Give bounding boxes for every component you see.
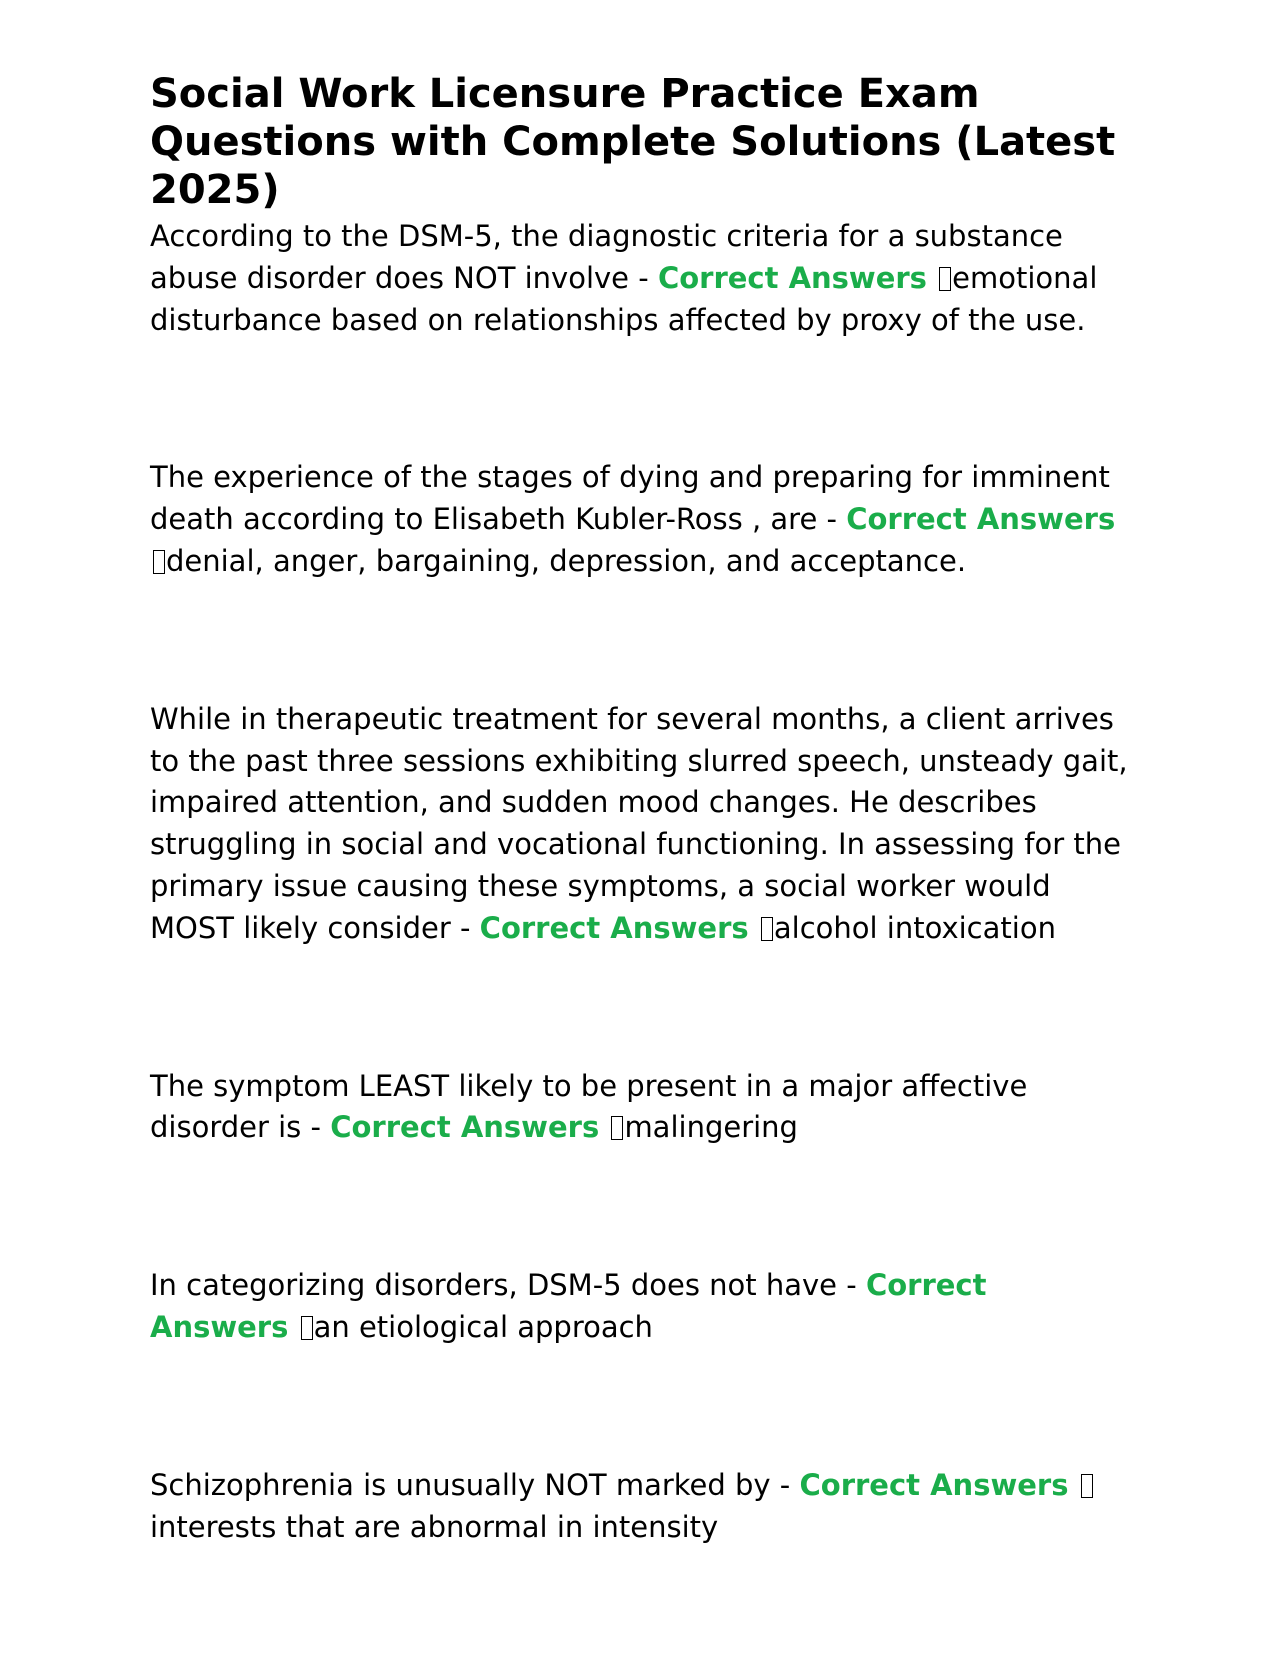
qa-item-1 [150, 216, 1130, 341]
question-text: In categorizing disorders, DSM-5 does not have - [150, 1268, 866, 1303]
question-text: Schizophrenia is unusually NOT marked by - [150, 1467, 800, 1502]
correct-answers-label: Correct Answers [150, 1268, 987, 1344]
answer-text: emotional disturbance based on relationships affected by proxy of the use. [150, 260, 1098, 337]
box-glyph-icon [301, 1316, 313, 1340]
question-text: According to the DSM-5, the diagnostic criteria for a substance abuse disorder does NOT involve - [150, 219, 1063, 295]
question-text: While in therapeutic treatment for several months, a client arrives to the past three sessions exhibiting slurred speech, unsteady gait, impaired attention, and sudden mood changes. He describes struggling in social and vocational functioning. In assessing for the primary issue causing these symptoms, a social worker would MOST likely consider - [150, 701, 1128, 945]
question-text: The symptom LEAST likely to be present in a major affective disorder is - [150, 1068, 1028, 1145]
correct-answers-label: Correct Answers [479, 910, 749, 945]
document-title: Social Work Licensure Practice Exam Questions with Complete Solutions (Latest 2025) [150, 71, 1116, 213]
qa-item-4 [150, 1066, 1130, 1150]
qa-item-6 [150, 1465, 1130, 1549]
document-page [150, 70, 1130, 1664]
correct-answers-label: Correct Answers [846, 502, 1116, 537]
question-text: The experience of the stages of dying and preparing for imminent death according to Elisabeth Kubler-Ross , are - [150, 460, 1110, 537]
qa-item-3 [150, 699, 1130, 950]
box-glyph-icon [939, 267, 951, 291]
qa-item-5 [150, 1265, 1130, 1349]
answer-text: malingering [624, 1110, 798, 1145]
answer-text: an etiological approach [313, 1309, 653, 1344]
correct-answers-label: Correct Answers [330, 1110, 600, 1145]
box-glyph-icon [611, 1116, 623, 1140]
answer-text: alcohol intoxication [773, 910, 1056, 945]
answer-text: denial, anger, bargaining, depression, and acceptance. [166, 543, 967, 578]
correct-answers-label: Correct Answers [657, 260, 927, 295]
box-glyph-icon [1081, 1474, 1093, 1498]
box-glyph-icon [153, 550, 165, 574]
correct-answers-label: Correct Answers [799, 1467, 1069, 1502]
box-glyph-icon [761, 917, 773, 941]
qa-item-2 [150, 457, 1130, 582]
answer-text: interests that are abnormal in intensity [150, 1509, 719, 1544]
